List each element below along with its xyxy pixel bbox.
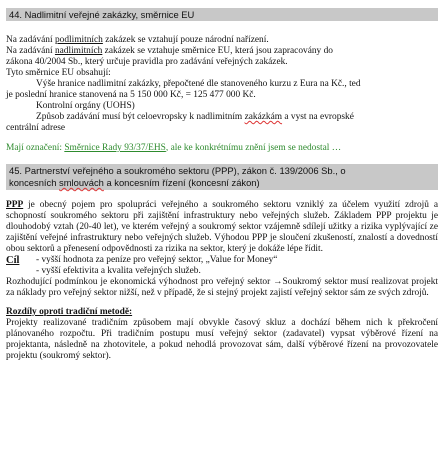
underlined-term: nadlimitních [54,46,103,56]
paragraph-line: Kontrolní orgány (UOHS) [36,101,135,111]
text: a koncesním řízení (koncesní zákon) [103,177,260,188]
text: koncesních [9,177,60,188]
paragraph-line [6,112,438,123]
text: Způsob zadávání musí být celoevropsky k nadlimitním [36,112,245,122]
rozdily-heading: Rozdíly oproti tradiční metodě: [6,307,133,317]
paragraph-line: Tyto směrnice EU obsahují: [6,68,111,78]
ppp-label: PPP [6,200,24,210]
paragraph-line [6,46,438,57]
cil-item: - vyšší hodnota za peníze pro veřejný sektor, „Value for Money“ [36,255,278,265]
paragraph-line [6,35,438,46]
text: je obecný pojem pro spolupráci veřejného a soukromého sektoru vzniklý za účelem využití zdrojů a schopností soukromého sektoru při zajištění infrastruktury nebo veřejných služeb. Základem PPP projektu je dlouhodobý vztah (20-40 let), ve kterém veřejný a soukromý sektor vzájemně sdílejí užitky a rizika vyplývající ze zajištění veřejné infrastruktury nebo veřejných služeb. Výhodou PPP je sloučení zkušeností, znalostí a dovedností obou sektorů a přenesení odpovědnosti za rizika na sektor, který je dokáže lépe řídit. [6,200,438,254]
heading-line: 45. Partnerství veřejného a soukromého sektoru (PPP), zákon č. 139/2006 Sb., o [9,165,346,176]
spellcheck-word: zakázkám [244,112,283,122]
paragraph-line: centrální adrese [6,123,66,133]
text: zakázek se vztahují pouze národní nařízení. [102,35,269,45]
cil-row [6,266,438,277]
spacer [6,266,36,277]
underlined-term: podlimitních [54,35,103,45]
text: a vyst na evropské [282,112,354,122]
section-44-heading: 44. Nadlimitní veřejné zakázky, směrnice EU [6,8,438,21]
text: Na zadávání [6,46,55,56]
heading-line [9,177,435,189]
cil-label: Cíl [6,255,20,266]
text: Mají označení: [6,143,65,153]
spacer [6,299,438,307]
ppp-paragraph [6,200,438,255]
paragraph-line: je poslední hranice stanovená na 5 150 000 Kč, = 125 477 000 Kč. [6,90,256,100]
directive-link[interactable]: Směrnice Rady 93/37/EHS [64,143,166,153]
green-note [6,143,438,154]
text: Na zadávání [6,35,55,45]
text: , ale ke konkrétnímu znění jsem se nedostal … [165,143,342,153]
text: zakázek se vztahuje směrnice EU, která jsou zapracovány do [102,46,333,56]
rozdily-paragraph: Projekty realizované tradičním způsobem mají obvykle časový skluz a dochází během nich k překročení plánovaného rozpočtu. Při tradičním postupu musí veřejný sektor (zadavatel) vypsat výběrové řízení na projektanta, následně na zhotovitele, a pokud nehodlá provozovat sám, další výběrové řízení na provozovatele projektu (soukromý sektor). [6,318,438,361]
section-45-heading [6,164,438,190]
section-44-body [6,35,438,154]
cil-row [6,255,438,266]
paragraph-line: zákona 40/2004 Sb., který určuje pravidla pro zadávání veřejných zakázek. [6,57,288,67]
spellcheck-word: smlouvách [59,177,104,188]
cil-item: - vyšší efektivita a kvalita veřejných služeb. [36,266,201,276]
rozhodujici-paragraph: Rozhodující podmínkou je ekonomická výhodnost pro veřejný sektor →Soukromý sektor musí realizovat projekt za náklady pro veřejný sektor nižší, než v případě, že si stejný projekt zajistí veřejný sektor sám ze svých zdrojů. [6,277,438,298]
paragraph-line: Výše hranice nadlimitní zakázky, přepočtené dle stanoveného kurzu z Eura na Kč., ted [36,79,361,89]
